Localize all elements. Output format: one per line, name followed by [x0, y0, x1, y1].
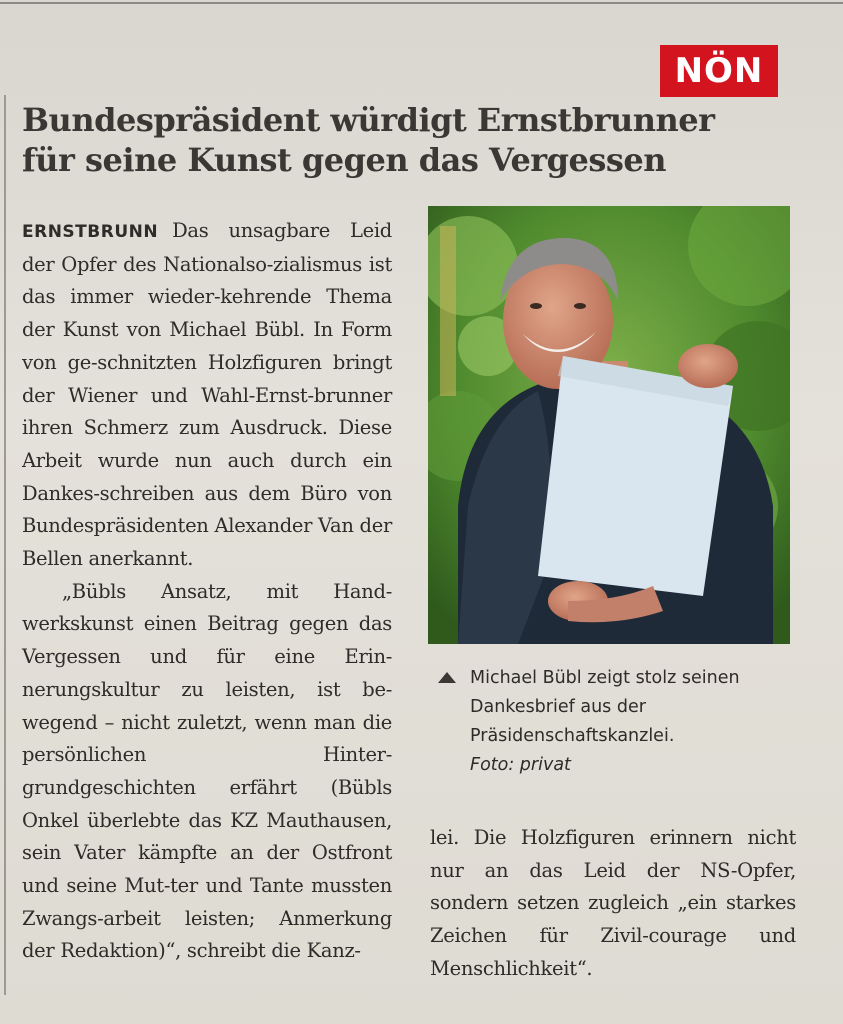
article-paragraph-1 — [22, 215, 392, 576]
photo-credit: Foto: privat — [470, 755, 571, 775]
column-rule — [4, 95, 6, 995]
article-paragraph-2: „Bübls Ansatz, mit Hand-werkskunst einen Beitrag gegen das Vergessen und für eine Erin-nerungskultur zu leisten, ist be-wegend – nicht zuletzt, wenn man die persönlichen Hinter-grundgeschichten erfährt (Bübls Onkel überlebte das KZ Mauthausen, sein Vater kämpfte an der Ostfront und seine Mut-ter und Tante mussten Zwangs-arbeit leisten; Anmerkung der Redaktion)“, schreibt die Kanz- — [22, 579, 392, 963]
article-photo — [428, 206, 790, 644]
dateline: ERNSTBRUNN — [22, 222, 159, 242]
photo-illustration — [428, 206, 790, 644]
article-headline: Bundespräsident würdigt Ernstbrunner für seine Kunst gegen das Vergessen — [22, 101, 715, 179]
caption-marker-icon — [438, 672, 456, 683]
photo-caption — [440, 664, 780, 780]
caption-text: Michael Bübl zeigt stolz seinen Dankesbrief aus der Präsidenschaftskanzlei. — [470, 668, 740, 746]
top-rule — [0, 2, 843, 4]
publication-logo: NÖN — [660, 45, 778, 97]
article-paragraph-3: lei. Die Holzfiguren erinnern nicht nur an das Leid der NS-Opfer, sondern setzen zugleich „ein starkes Zeichen für Zivil-courage und Menschlichkeit“. — [430, 826, 796, 980]
paragraph-1-text: Das unsagbare Leid der Opfer des Nationalso-zialismus ist das immer wieder-kehrende Thema der Kunst von Michael Bübl. In Form von ge-schnitzten Holzfiguren bringt der Wiener und Wahl-Ernst-brunner ihren Schmerz zum Ausdruck. Diese Arbeit wurde nun auch durch ein Dankes-schreiben aus dem Büro von Bundespräsidenten Alexander Van der Bellen anerkannt. — [22, 219, 392, 571]
article-body-left-column — [22, 215, 392, 968]
